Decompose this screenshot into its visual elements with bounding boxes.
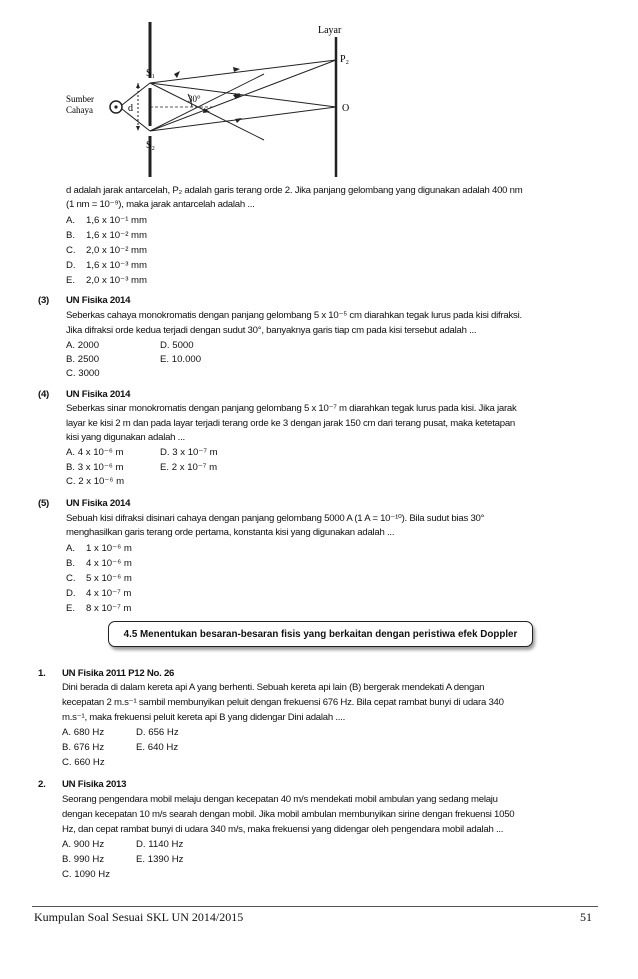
q3-option-d: D. 5000: [160, 340, 194, 351]
label-o: O: [342, 103, 350, 114]
option-text: 4 x 10⁻⁷ m: [86, 588, 132, 599]
option-letter: B.: [66, 558, 76, 569]
q4-option-d: D. 3 x 10⁻⁷ m: [160, 447, 218, 458]
label-layar: Layar: [318, 25, 342, 36]
p1-text-line2: kecepatan 2 m.s⁻¹ sambil membunyikan peluit dengan frekuensi 676 Hz. Bila cepat rambat bunyi di udara 340: [62, 697, 504, 708]
footer-title: Kumpulan Soal Sesuai SKL UN 2014/2015: [34, 910, 244, 924]
q4-source: UN Fisika 2014: [66, 389, 131, 400]
q4-number: (4): [38, 389, 49, 400]
section-title-box: [108, 621, 533, 647]
q3-source: UN Fisika 2014: [66, 295, 131, 306]
option-text: 4 x 10⁻⁶ m: [86, 558, 132, 569]
p2-source: UN Fisika 2013: [62, 779, 127, 790]
p1-text-line3: m.s⁻¹, maka frekuensi peluit kereta api B yang didengar Dini adalah ....: [62, 712, 346, 723]
p2-option-e: E. 1390 Hz: [136, 854, 184, 865]
q3-text-line1: Seberkas cahaya monokromatis dengan panjang gelombang 5 x 10⁻⁵ cm diarahkan tegak lurus pada kisi difraksi.: [66, 310, 522, 321]
q4-text-line2: layar ke kisi 2 m dan pada layar terjadi terang orde ke 3 dengan jarak 150 cm dari terang pusat, maka ketetapan: [66, 418, 516, 429]
q4-option-a: A. 4 x 10⁻⁶ m: [66, 447, 124, 458]
q4-option-b: B. 3 x 10⁻⁶ m: [66, 462, 124, 473]
q4-option-e: E. 2 x 10⁻⁷ m: [160, 462, 218, 473]
p1-option-b: B. 676 Hz: [62, 742, 105, 753]
p2-option-b: B. 990 Hz: [62, 854, 105, 865]
q5-source: UN Fisika 2014: [66, 498, 131, 509]
footer-divider: [32, 906, 598, 907]
label-d: d: [128, 103, 133, 114]
q3-option-b: B. 2500: [66, 354, 100, 365]
option-letter: C.: [66, 573, 76, 584]
q4-option-c: C. 2 x 10⁻⁶ m: [66, 476, 125, 487]
p2-text-line2: dengan kecepatan 10 m/s searah dengan mobil. Jika mobil ambulan membunyikan sirine dengan frekuensi 1050: [62, 809, 515, 820]
q3-option-c: C. 3000: [66, 368, 100, 379]
page-number: 51: [580, 910, 592, 924]
p2-text-line1: Seorang pengendara mobil melaju dengan kecepatan 40 m/s mendekati mobil ambulan yang sedang melaju: [62, 794, 498, 805]
p2-option-d: D. 1140 Hz: [136, 839, 184, 850]
p2-option-a: A. 900 Hz: [62, 839, 105, 850]
option-text: 1,6 x 10⁻¹ mm: [86, 215, 148, 226]
p1-source: UN Fisika 2011 P12 No. 26: [62, 668, 175, 679]
option-letter: C.: [66, 245, 76, 256]
p2-number: 2.: [38, 779, 46, 790]
option-letter: E.: [66, 603, 76, 614]
option-text: 1,6 x 10⁻² mm: [86, 230, 148, 241]
q3-text-line2: Jika difraksi orde kedua terjadi dengan sudut 30°, banyaknya garis tiap cm pada kisi tersebut adalah ...: [66, 325, 477, 336]
p1-option-e: E. 640 Hz: [136, 742, 179, 753]
section-title: 4.5 Menentukan besaran-besaran fisis yang berkaitan dengan peristiwa efek Doppler: [123, 628, 518, 640]
option-text: 2,0 x 10⁻² mm: [86, 245, 148, 256]
option-letter: B.: [66, 230, 76, 241]
q3-option-e: E. 10.000: [160, 354, 202, 365]
label-source-2: Cahaya: [66, 105, 93, 115]
q5-number: (5): [38, 498, 49, 509]
p1-option-a: A. 680 Hz: [62, 727, 105, 738]
q2-text-line1: d adalah jarak antarcelah, P₂ adalah garis terang orde 2. Jika panjang gelombang yang digunakan adalah 400 nm: [66, 185, 523, 196]
p1-option-c: C. 660 Hz: [62, 757, 105, 768]
q5-text-line2: menghasilkan garis terang orde pertama, konstanta kisi yang digunakan adalah ...: [66, 527, 395, 538]
double-slit-diagram: [64, 22, 370, 177]
p2-text-line3: Hz, dan cepat rambat bunyi di udara 340 m/s, maka frekuensi yang didengar oleh pengendara mobil adalah ...: [62, 824, 504, 835]
p1-option-d: D. 656 Hz: [136, 727, 179, 738]
option-letter: D.: [66, 260, 76, 271]
q3-number: (3): [38, 295, 49, 306]
label-p2: P₂: [340, 54, 350, 65]
q5-text-line1: Sebuah kisi difraksi disinari cahaya dengan panjang gelombang 5000 A (1 A = 10⁻¹⁰). Bila sudut bias 30°: [66, 513, 485, 524]
q2-text-line2: (1 nm = 10⁻⁹), maka jarak antarcelah adalah ...: [66, 199, 255, 210]
option-text: 1,6 x 10⁻³ mm: [86, 260, 148, 271]
label-angle: 30°: [188, 94, 201, 104]
label-s1: S₁: [146, 68, 156, 79]
p1-number: 1.: [38, 668, 46, 679]
label-s2: S₂: [146, 140, 156, 151]
q4-text-line3: kisi yang digunakan adalah ...: [66, 432, 185, 443]
option-letter: E.: [66, 275, 76, 286]
q3-option-a: A. 2000: [66, 340, 100, 351]
option-text: 2,0 x 10⁻³ mm: [86, 275, 148, 286]
p2-option-c: C. 1090 Hz: [62, 869, 110, 880]
option-letter: A.: [66, 543, 76, 554]
option-letter: D.: [66, 588, 76, 599]
option-letter: A.: [66, 215, 76, 226]
option-text: 5 x 10⁻⁶ m: [86, 573, 132, 584]
option-text: 8 x 10⁻⁷ m: [86, 603, 132, 614]
p1-text-line1: Dini berada di dalam kereta api A yang berhenti. Sebuah kereta api lain (B) bergerak mendekati A dengan: [62, 682, 485, 693]
q4-text-line1: Seberkas sinar monokromatis dengan panjang gelombang 5 x 10⁻⁷ m diarahkan tegak lurus pada kisi. Jika jarak: [66, 403, 517, 414]
label-source-1: Sumber: [66, 94, 94, 104]
option-text: 1 x 10⁻⁶ m: [86, 543, 132, 554]
